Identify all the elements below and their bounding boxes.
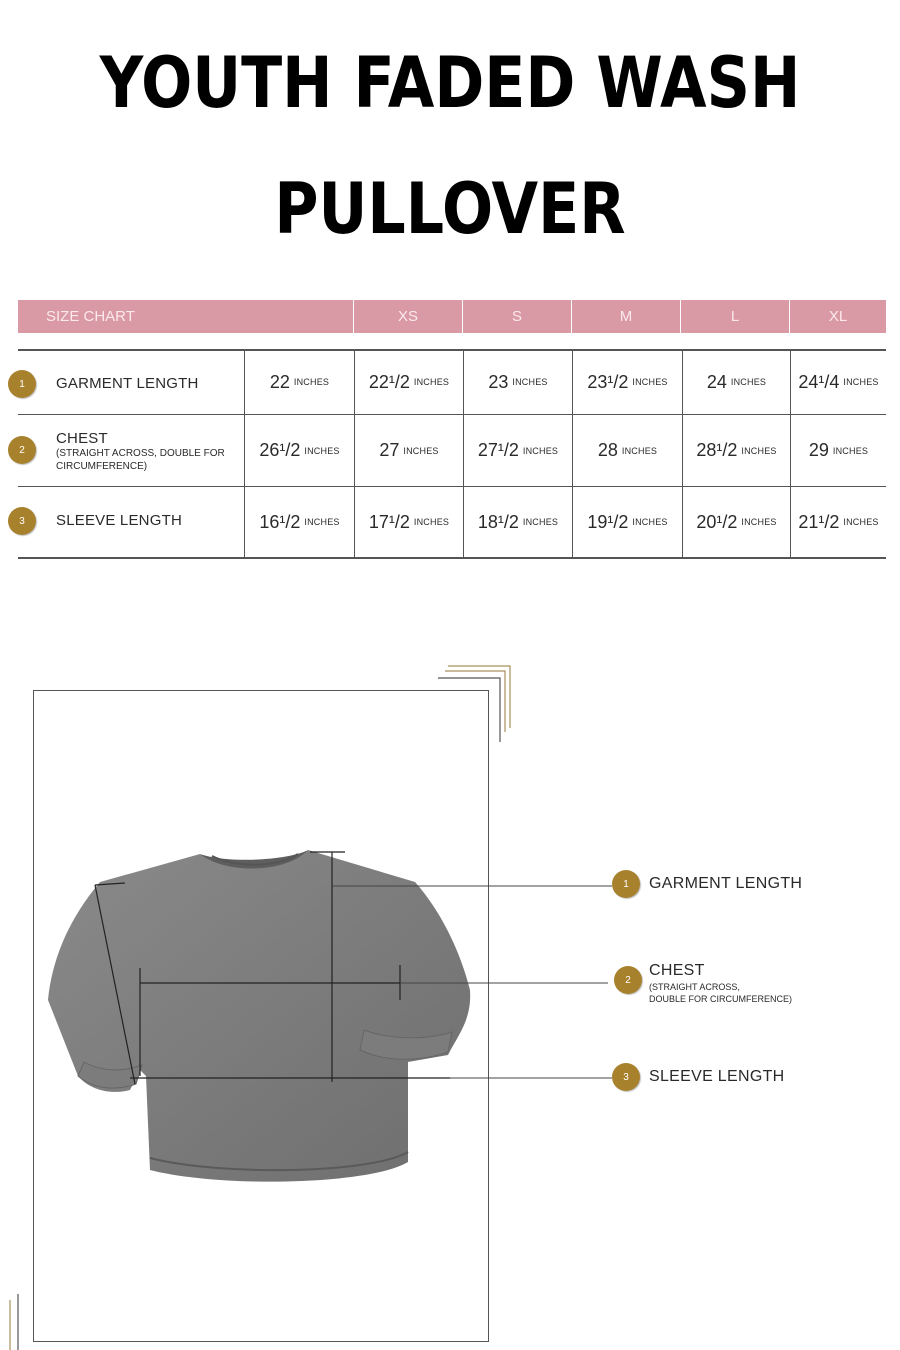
- table-cell: 17¹/2 INCHES: [354, 487, 463, 557]
- table-cell: 29 INCHES: [790, 415, 886, 486]
- row-label-cell: [18, 487, 244, 557]
- table-cell: 27¹/2 INCHES: [463, 415, 572, 486]
- table-row-chest: [18, 415, 886, 486]
- table-cell: 24 INCHES: [682, 350, 790, 414]
- size-header-s: S: [463, 300, 572, 333]
- row-label: SLEEVE LENGTH: [56, 512, 182, 529]
- table-cell: 22 INCHES: [244, 350, 354, 414]
- table-cell: 22¹/2 INCHES: [354, 350, 463, 414]
- row-sublabel: (STRAIGHT ACROSS, DOUBLE FOR CIRCUMFERENCE): [56, 448, 225, 472]
- callout-chest-sub-2: DOUBLE FOR CIRCUMFERENCE): [649, 994, 793, 1004]
- size-chart-label: SIZE CHART: [18, 300, 354, 333]
- number-badge: 2: [8, 436, 36, 464]
- row-label: CHEST: [56, 430, 108, 447]
- table-cell: 18¹/2 INCHES: [463, 487, 572, 557]
- callout-garment-length: GARMENT LENGTH: [649, 875, 803, 892]
- table-cell: 23 INCHES: [463, 350, 572, 414]
- table-cell: 28¹/2 INCHES: [682, 415, 790, 486]
- size-header-xl: XL: [828, 308, 848, 325]
- corner-decoration: [430, 660, 520, 750]
- table-row-garment-length: [18, 350, 886, 414]
- table-cell: 26¹/2 INCHES: [244, 415, 354, 486]
- number-badge: 1: [8, 370, 36, 398]
- corner-decoration: [0, 1290, 30, 1350]
- table-row-sleeve-length: [18, 487, 886, 557]
- table-cell: 21¹/2 INCHES: [790, 487, 886, 557]
- row-label-cell: [18, 350, 244, 414]
- page-title-line-1: YOUTH FADED WASH: [99, 42, 801, 124]
- callout-chest: CHEST: [649, 962, 705, 979]
- table-cell: 19¹/2 INCHES: [572, 487, 682, 557]
- size-chart-header: [18, 300, 886, 333]
- callout-sleeve-length: SLEEVE LENGTH: [649, 1068, 785, 1085]
- callout-badge-3: 3: [612, 1063, 640, 1091]
- table-divider: [18, 557, 886, 559]
- table-cell: 24¹/4 INCHES: [790, 350, 886, 414]
- row-label-cell: [18, 415, 244, 486]
- size-header-xs: XS: [354, 300, 463, 333]
- row-label: GARMENT LENGTH: [56, 375, 199, 392]
- callout-chest-sub-1: (STRAIGHT ACROSS,: [649, 982, 740, 992]
- table-cell: 16¹/2 INCHES: [244, 487, 354, 557]
- table-cell: 23¹/2 INCHES: [572, 350, 682, 414]
- size-header-m: M: [572, 300, 681, 333]
- number-badge: 3: [8, 507, 36, 535]
- sweatshirt-illustration: [40, 840, 620, 1200]
- size-header-l: L: [681, 300, 790, 333]
- callout-badge-1: 1: [612, 870, 640, 898]
- page-title-line-2: PULLOVER: [274, 168, 626, 250]
- table-cell: 28 INCHES: [572, 415, 682, 486]
- table-cell: 20¹/2 INCHES: [682, 487, 790, 557]
- callout-badge-2: 2: [614, 966, 642, 994]
- table-cell: 27 INCHES: [354, 415, 463, 486]
